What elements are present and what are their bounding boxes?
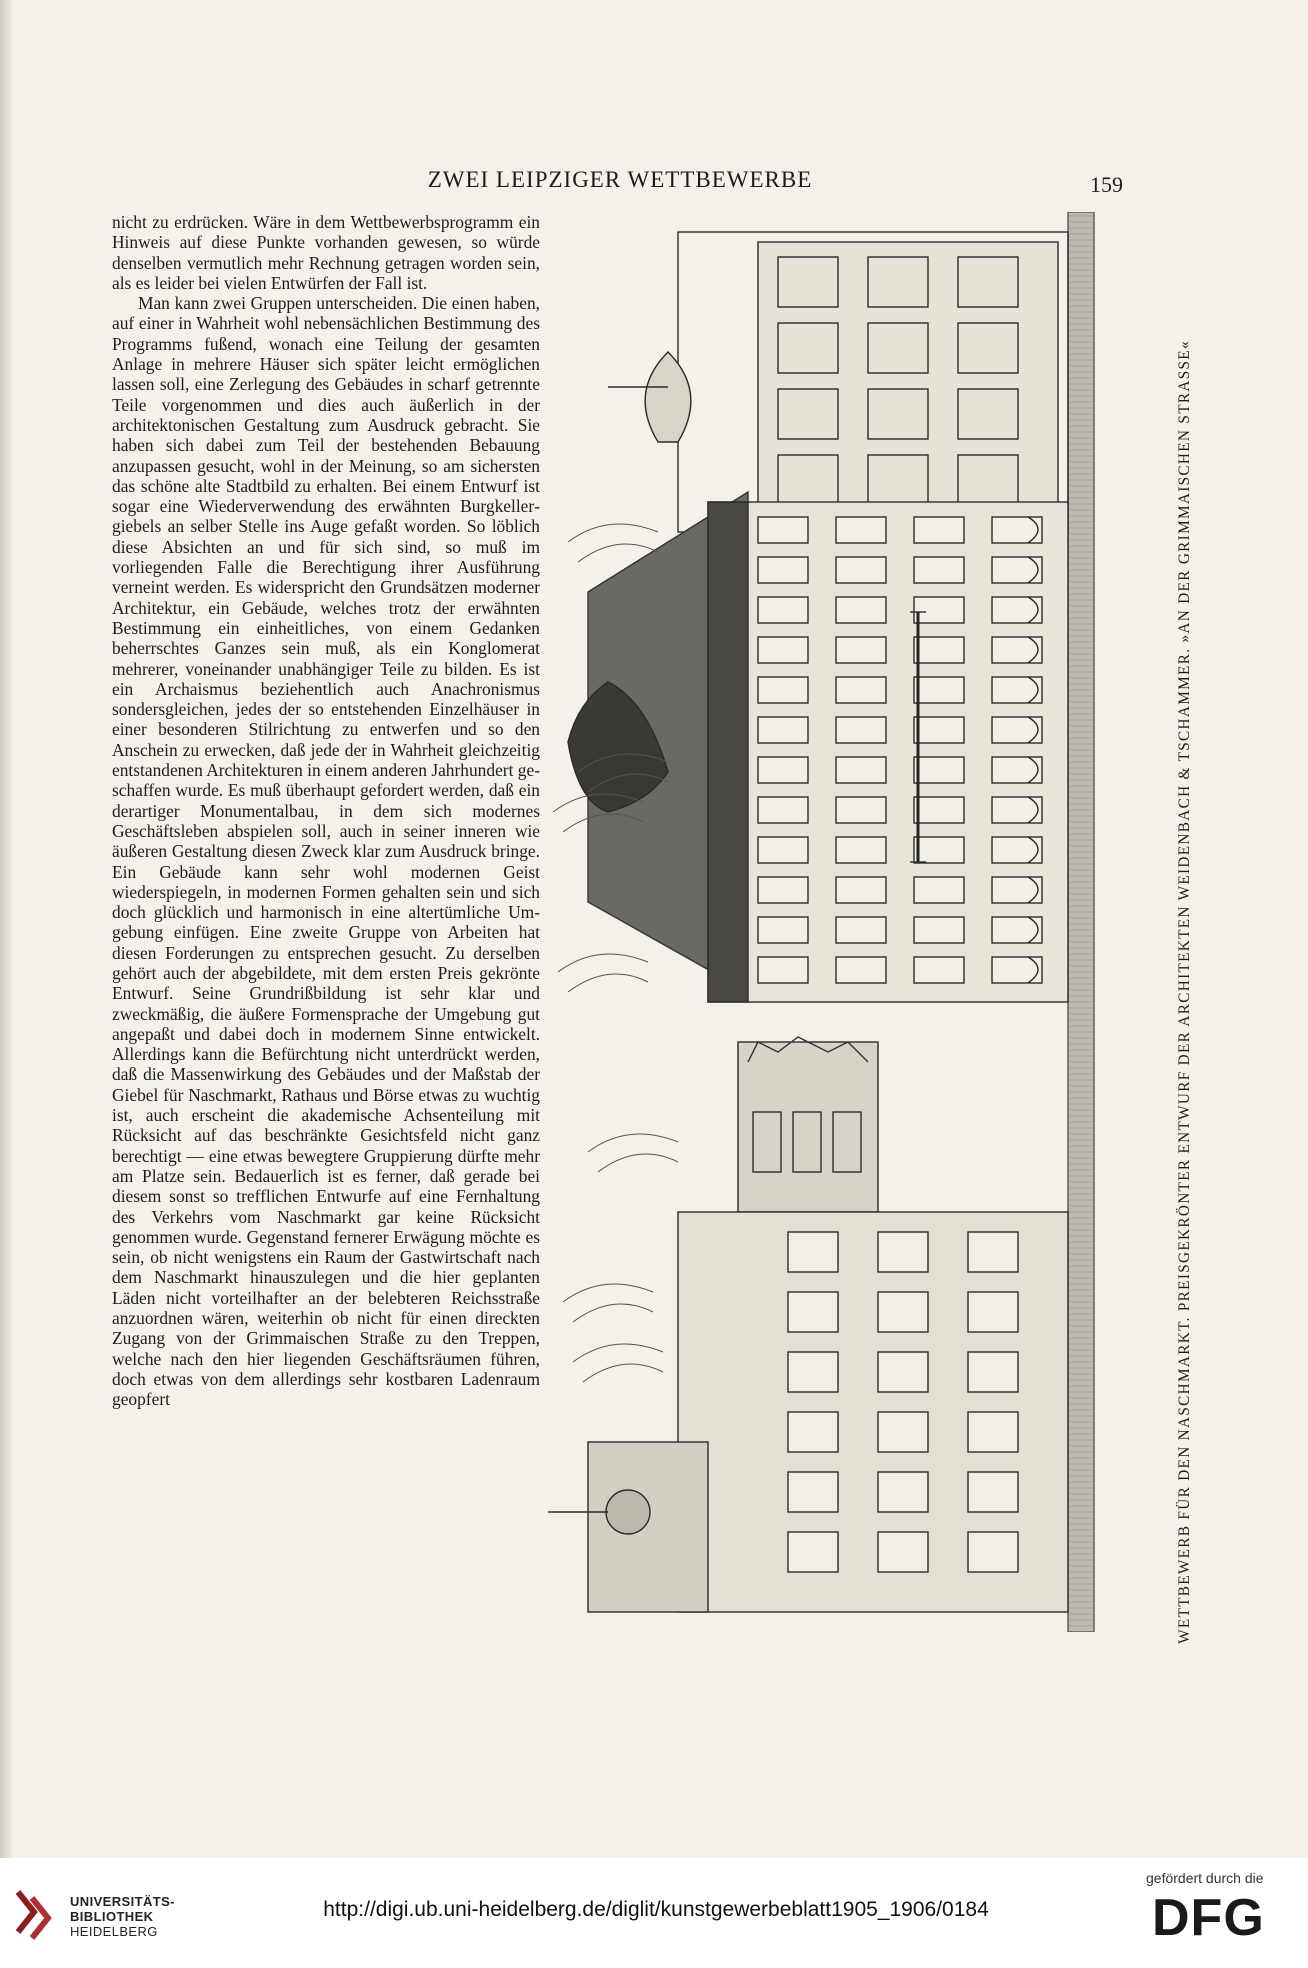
body-text-column: [112, 212, 540, 1608]
figure-caption: WETTBEWERB FÜR DEN NASCHMARKT. PREISGEKRÖNTER ENTWURF DER ARCHITEKTEN WEIDENBACH & TSCHAMMER. »AN DER GRIMMAISCHEN STRASSE«: [1176, 340, 1193, 1644]
library-name: [70, 1894, 175, 1939]
running-title: ZWEI LEIPZIGER WETTBEWERBE: [427, 167, 813, 192]
building-main: [568, 492, 1068, 1002]
paragraph-2: Man kann zwei Gruppen unterscheiden. Die einen haben, auf einer in Wahrheit wohl nebensächlichen Bestimmung des Programms fußend, wonach eine Teilung der gesamten Anlage in mehrere Häuser sich später leicht ermöglichen lassen soll, eine Zerlegung des Gebäudes in scharf getrennte Teile vorgenommen und dies auch äußerlich in der architektonischen Gestaltung zum Ausdruck gebracht. Sie haben sich dabei zum Teil der bestehenden Bebauung anzupassen gesucht, wohl in der Meinung, so am sichersten das schöne alte Stadtbild zu erhalten. Bei einem Entwurf ist sogar eine Wiederverwendung des erwähnten Burgkellergiebels an selber Stelle ins Auge gefaßt worden. So löblich diese Absichten an und für sich sind, so muß im vorliegenden Falle die Berechtigung ihrer Ausführung verneint werden. Es widerspricht den Grundsätzen moderner Architektur, ein Gebäude, welches trotz der erwähnten Bestimmung ein einheitliches, von einem Gedanken beherrschtes Ganzes sein muß, als ein Konglomerat mehrerer, voneinander unabhängiger Teile zu bilden. Es ist ein Archaismus beziehentlich auch Anachronismus sondersgleichen, jedes der so entstehenden Einzelhäuser in einer besonderen Stilrichtung zu entwerfen und so den Anschein zu erwecken, daß jede der in Wahrheit gleichzeitig entstandenen Architekturen in einem anderen Jahrhundert geschaffen wurde. Es muß überhaupt gefordert werden, daß ein derartiger Monumentalbau, in dem sich modernes Geschäftsleben abspielen soll, auch in seiner inneren wie äußeren Gestaltung diesen Zweck klar zum Ausdruck bringe. Ein Gebäude kann sehr wohl modernen Geist wiederspiegeln, in modernen Formen gehalten sein und sich doch glücklich und harmonisch in eine altertümliche Umgebung einfügen. Eine zweite Gruppe von Arbeiten hat diesen Forderungen zu entsprechen gesucht. Zu derselben gehört auch der abgebildete, mit dem ersten Preis gekrönte Entwurf. Seine Grundrißbildung ist sehr klar und zweckmäßig, die äußere Formensprache der Umgebung gut angepaßt und dabei doch in modernem Sinne entwickelt. Allerdings kann die Befürchtung nicht unterdrückt werden, daß die Massenwirkung des Gebäudes und der Maßstab der Giebel für Naschmarkt, Rathaus und Börse etwas zu wuchtig ist, auch erscheint die akademische Achsenteilung mit Rücksicht auf das beschränkte Gesichtsfeld nicht ganz berechtigt — eine etwas bewegtere Gruppierung dürfte mehr am Platze sein. Bedauerlich ist es ferner, daß gerade bei diesem sonst so trefflichen Entwurfe auf eine Fernhaltung des Verkehrs vom Naschmarkt gar keine Rücksicht genommen wurde. Gegenstand fernerer Erwägung möchte es sein, ob nicht wenigstens ein Raum der Gastwirtschaft nach dem Naschmarkt hinauszulegen und die hier geplanten Läden nicht vorteilhafter an der belebteren Reichsstraße anzuordnen wären, weiterhin ob nicht für einen direckten Zugang von der Grimmaischen Straße zu den Treppen, welche nach den hier liegenden Geschäftsräumen führen, doch etwas von dem allerdings sehr kostbaren Ladenraum geopfert: [112, 293, 540, 1410]
funding-text: gefördert durch die: [1146, 1870, 1264, 1886]
page-number: 159: [1090, 172, 1123, 197]
library-name-line1: UNIVERSITÄTS-: [70, 1894, 175, 1909]
source-url-link[interactable]: http://digi.ub.uni-heidelberg.de/diglit/kunstgewerbeblatt1905_1906/0184: [323, 1898, 989, 1921]
building-top: [608, 232, 1068, 532]
library-name-line3: HEIDELBERG: [70, 1924, 158, 1939]
building-small: [738, 1037, 878, 1212]
building-bottom: [548, 1212, 1068, 1612]
paragraph-1: nicht zu erdrücken. Wäre in dem Wettbewerbsprogramm ein Hinweis auf diese Punkte vorhanden gewesen, so würde denselben vermutlich mehr Rechnung getragen worden sein, als es leider bei vielen Entwürfen der Fall ist.: [112, 212, 540, 293]
figure-caption-container: [1166, 296, 1204, 1688]
library-name-line2: BIBLIOTHEK: [70, 1909, 154, 1924]
digitization-footer: [0, 1858, 1308, 1968]
dfg-logo: DFG: [1152, 1889, 1265, 1947]
page-edge-shadow: [0, 0, 14, 1968]
elevation-svg: [548, 212, 1116, 1632]
architectural-elevation-drawing: [548, 212, 1116, 1632]
university-library-logo-icon: [10, 1888, 60, 1944]
